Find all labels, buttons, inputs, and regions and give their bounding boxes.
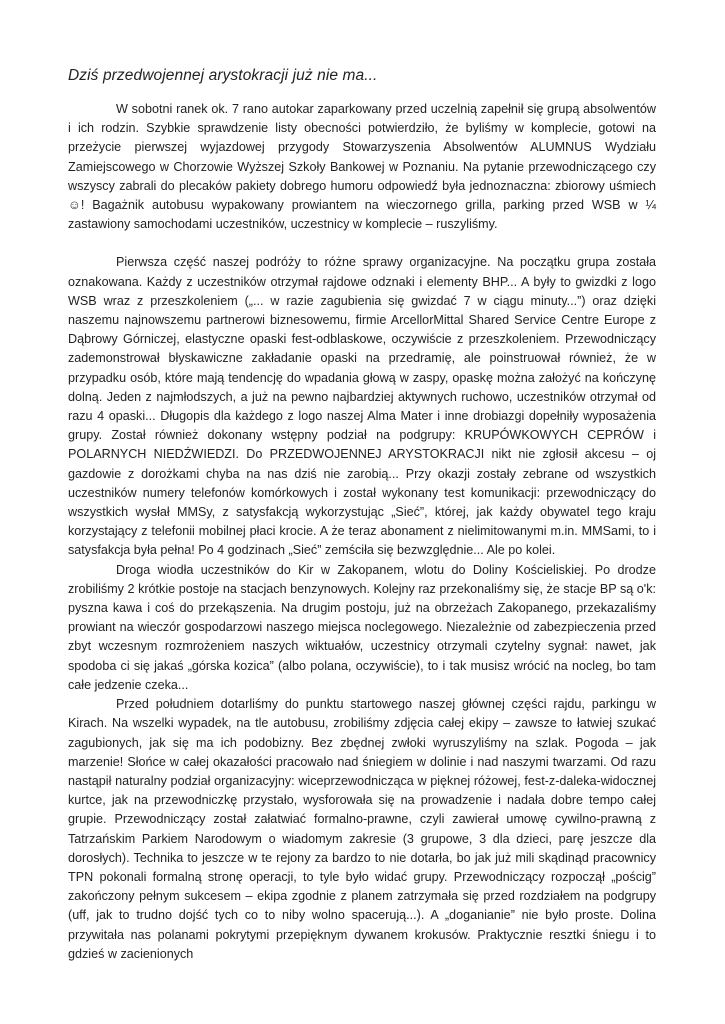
paragraph-departure: W sobotni ranek ok. 7 rano autokar zaparkowany przed uczelnią zapełnił się grupą absolwentów i ich rodzin. Szybkie sprawdzenie listy obecności potwierdziło, że byliśmy w komplecie, gotowi na przeżycie pierwszej wyjazdowej przygody Stowarzyszenia Absolwentów ALUMNUS Wydziału Zamiejscowego w Chorzowie Wyższej Szkoły Bankowej w Poznaniu. Na pytanie przewodniczącego czy wszyscy zabrali do plecaków pakiety dobrego humoru odpowiedź była jednoznaczna: zbiorowy uśmiech ☺! Bagażnik autobusu wypakowany prowiantem na wieczornego grilla, parking przed WSB w ¼ zastawiony samochodami uczestników, uczestnicy w komplecie – ruszyliśmy.	[68, 102, 656, 232]
paragraph-organization: Pierwsza część naszej podróży to różne sprawy organizacyjne. Na początku grupa została oznakowana. Każdy z uczestników otrzymał rajdowe odznaki i elementy BHP... A były to gwizdki z logo WSB wraz z przeszkoleniem („... w razie zagubienia się gwizdać 7 w ciągu minuty...”) oraz dzięki naszemu najnowszemu partnerowi biznesowemu, firmie ArcellorMittal Shared Service Centre Europe z Dąbrowy Górniczej, elastyczne opaski fest-odblaskowe, oczywiście z przeszkoleniem. Przewodniczący zademonstrował błyskawiczne zakładanie opaski na przedramię, ale poinstruował również, że w przypadku osób, które mają tendencję do wpadania głową w zaspy, opaskę można założyć na kończynę dolną. Jeden z najmłodszych, a już na pewno najbardziej aktywnych ruchowo, uczestników otrzymał od razu 4 opaski... Długopis dla każdego z logo naszej Alma Mater i inne drobiazgi dopełniły wyposażenia grupy. Został również dokonany wstępny podział na podgrupy: KRUPÓWKOWYCH CEPRÓW i POLARNYCH NIEDŹWIEDZI. Do PRZEDWOJENNEJ ARYSTOKRACJI nikt nie zgłosił akcesu – oj gazdowie z dorożkami chyba na nas dziś nie zarobią... Przy okazji zostały zebrane od wszystkich uczestników numery telefonów komórkowych i został wykonany test komunikacji: przewodniczący do wszystkich wysłał MMSy, z satysfakcją wykorzystując „Sieć”, której, jak każdy obywatel tego kraju korzystający z telefonii mobilnej płaci krocie. A że teraz abonament z nielimitowanymi m.in. MMSami, to i satysfakcja była pełna! Po 4 godzinach „Sieć” zemściła się bezwzględnie... Ale po kolei.	[68, 255, 656, 558]
paragraph-journey: Droga wiodła uczestników do Kir w Zakopanem, wlotu do Doliny Kościeliskiej. Po drodze zrobiliśmy 2 krótkie postoje na stacjach benzynowych. Kolejny raz przekonaliśmy się, że stacje BP są o'k: pyszna kawa i coś do przekąszenia. Na drugim postoju, już na obrzeżach Zakopanego, przekazaliśmy prowiant na wieczór gospodarzowi naszego miejsca noclegowego. Niezależnie od zabezpieczenia przed zbyt wczesnym rozmrożeniem naszych wiktuałów, uczestnicy otrzymali czytelny sygnał: nawet, jak spodoba ci się jakaś „górska kozica” (albo polana, oczywiście), to i tak musisz wrócić na nocleg, bo tam całe jedzenie czeka...	[68, 562, 656, 692]
paragraph-spacer	[68, 234, 656, 253]
document-body	[68, 66, 656, 964]
paragraph-trail-start: Przed południem dotarliśmy do punktu startowego naszej głównej części rajdu, parkingu w Kirach. Na wszelki wypadek, na tle autobusu, zrobiliśmy zdjęcia całej ekipy – zawsze to łatwiej szukać zagubionych, jak się ma ich podobizny. Bez zbędnej zwłoki wyruszyliśmy na szlak. Pogoda – jak marzenie! Słońce w całej okazałości pracowało nad śniegiem w dolinie i nad naszymi twarzami. Od razu nastąpił naturalny podział organizacyjny: wiceprzewodnicząca w pięknej różowej, fest-z-daleka-widocznej kurtce, jak na przewodniczkę przystało, wysforowała się na prowadzenie i nadała dobre tempo całej grupie. Przewodniczący został załatwiać formalno-prawne, czyli zawierał umowę cywilno-prawną z Tatrzańskim Parkiem Narodowym o wiadomym zakresie (3 grupowe, 3 dla dzieci, parę jeszcze dla dorosłych). Technika to jeszcze w te rejony za bardzo to nie dotarła, bo jak już mili skądinąd pracownicy TPN pokonali formalną stronę operacji, to tyle było widać grupy. Przewodniczący rozpoczął „pościg” zakończony pełnym sukcesem – ekipa zgodnie z planem zatrzymała się przed rozdziałem na podgrupy (uff, jak to trudno dojść tych co to niby wolno spacerują...). A „doganianie” nie było proste. Dolina przywitała nas polanami pokrytymi przepięknym dywanem krokusów. Praktycznie resztki śniegu i to gdzieś w zacienionych	[68, 697, 656, 961]
document-title: Dziś przedwojennej arystokracji już nie ma...	[68, 67, 378, 84]
